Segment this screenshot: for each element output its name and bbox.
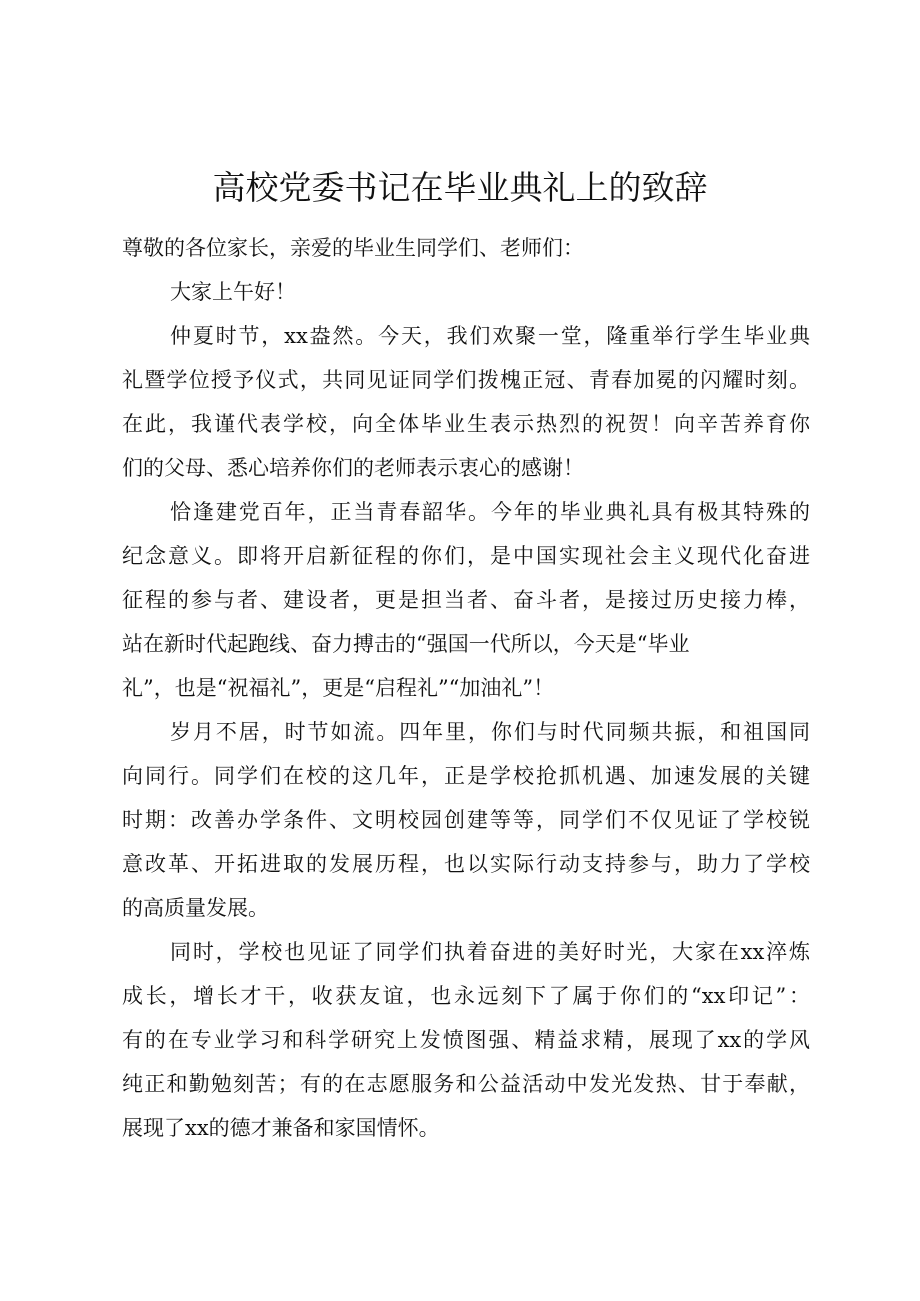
salutation: 尊敬的各位家长，亲爱的毕业生同学们、老师们： — [122, 236, 584, 260]
paragraph-3-line-3: 时期：改善办学条件、文明校园创建等等，同学们不仅见证了学校锐 — [122, 808, 810, 832]
paragraph-3-line-1: 岁月不居，时节如流。四年里，你们与时代同频共振，和祖国同 — [170, 720, 810, 744]
paragraph-1-line-3: 在此，我谨代表学校，向全体毕业生表示热烈的祝贺！向辛苦养育你 — [122, 412, 810, 436]
paragraph-2-line-4: 站在新时代起跑线、奋力搏击的“强国一代所以，今天是“毕业 — [122, 632, 690, 656]
paragraph-3-line-5: 的高质量发展。 — [122, 896, 269, 920]
paragraph-4-line-1: 同时，学校也见证了同学们执着奋进的美好时光，大家在xx淬炼 — [170, 940, 810, 964]
greeting: 大家上午好！ — [170, 280, 296, 304]
paragraph-2-line-3: 征程的参与者、建设者，更是担当者、奋斗者，是接过历史接力棒， — [122, 588, 810, 612]
paragraph-4-line-2: 成长，增长才干，收获友谊，也永远刻下了属于你们的“xx印记”： — [122, 984, 810, 1008]
paragraph-4-line-5: 展现了xx的德才兼备和家国情怀。 — [122, 1116, 440, 1140]
paragraph-1-line-2: 礼暨学位授予仪式，共同见证同学们拨槐正冠、青春加冕的闪耀时刻。 — [122, 368, 810, 392]
paragraph-4-line-3: 有的在专业学习和科学研究上发愤图强、精益求精，展现了xx的学风 — [122, 1028, 810, 1052]
document-title: 高校党委书记在毕业典礼上的致辞 — [212, 168, 708, 207]
paragraph-2-line-1: 恰逢建党百年，正当青春韶华。今年的毕业典礼具有极其特殊的 — [170, 500, 810, 524]
paragraph-2-line-2: 纪念意义。即将开启新征程的你们，是中国实现社会主义现代化奋进 — [122, 544, 810, 568]
paragraph-4-line-4: 纯正和勤勉刻苦；有的在志愿服务和公益活动中发光发热、甘于奉献， — [122, 1072, 810, 1096]
paragraph-1-line-1: 仲夏时节，xx盎然。今天，我们欢聚一堂，隆重举行学生毕业典 — [170, 324, 810, 348]
paragraph-3-line-2: 向同行。同学们在校的这几年，正是学校抢抓机遇、加速发展的关键 — [122, 764, 810, 788]
document-body — [122, 226, 810, 1150]
paragraph-2-line-5: 礼”，也是“祝福礼”，更是“启程礼”“加油礼”！ — [122, 676, 555, 700]
paragraph-1-line-4: 们的父母、悉心培养你们的老师表示衷心的感谢！ — [122, 456, 584, 480]
paragraph-3-line-4: 意改革、开拓进取的发展历程，也以实际行动支持参与，助力了学校 — [122, 852, 810, 876]
